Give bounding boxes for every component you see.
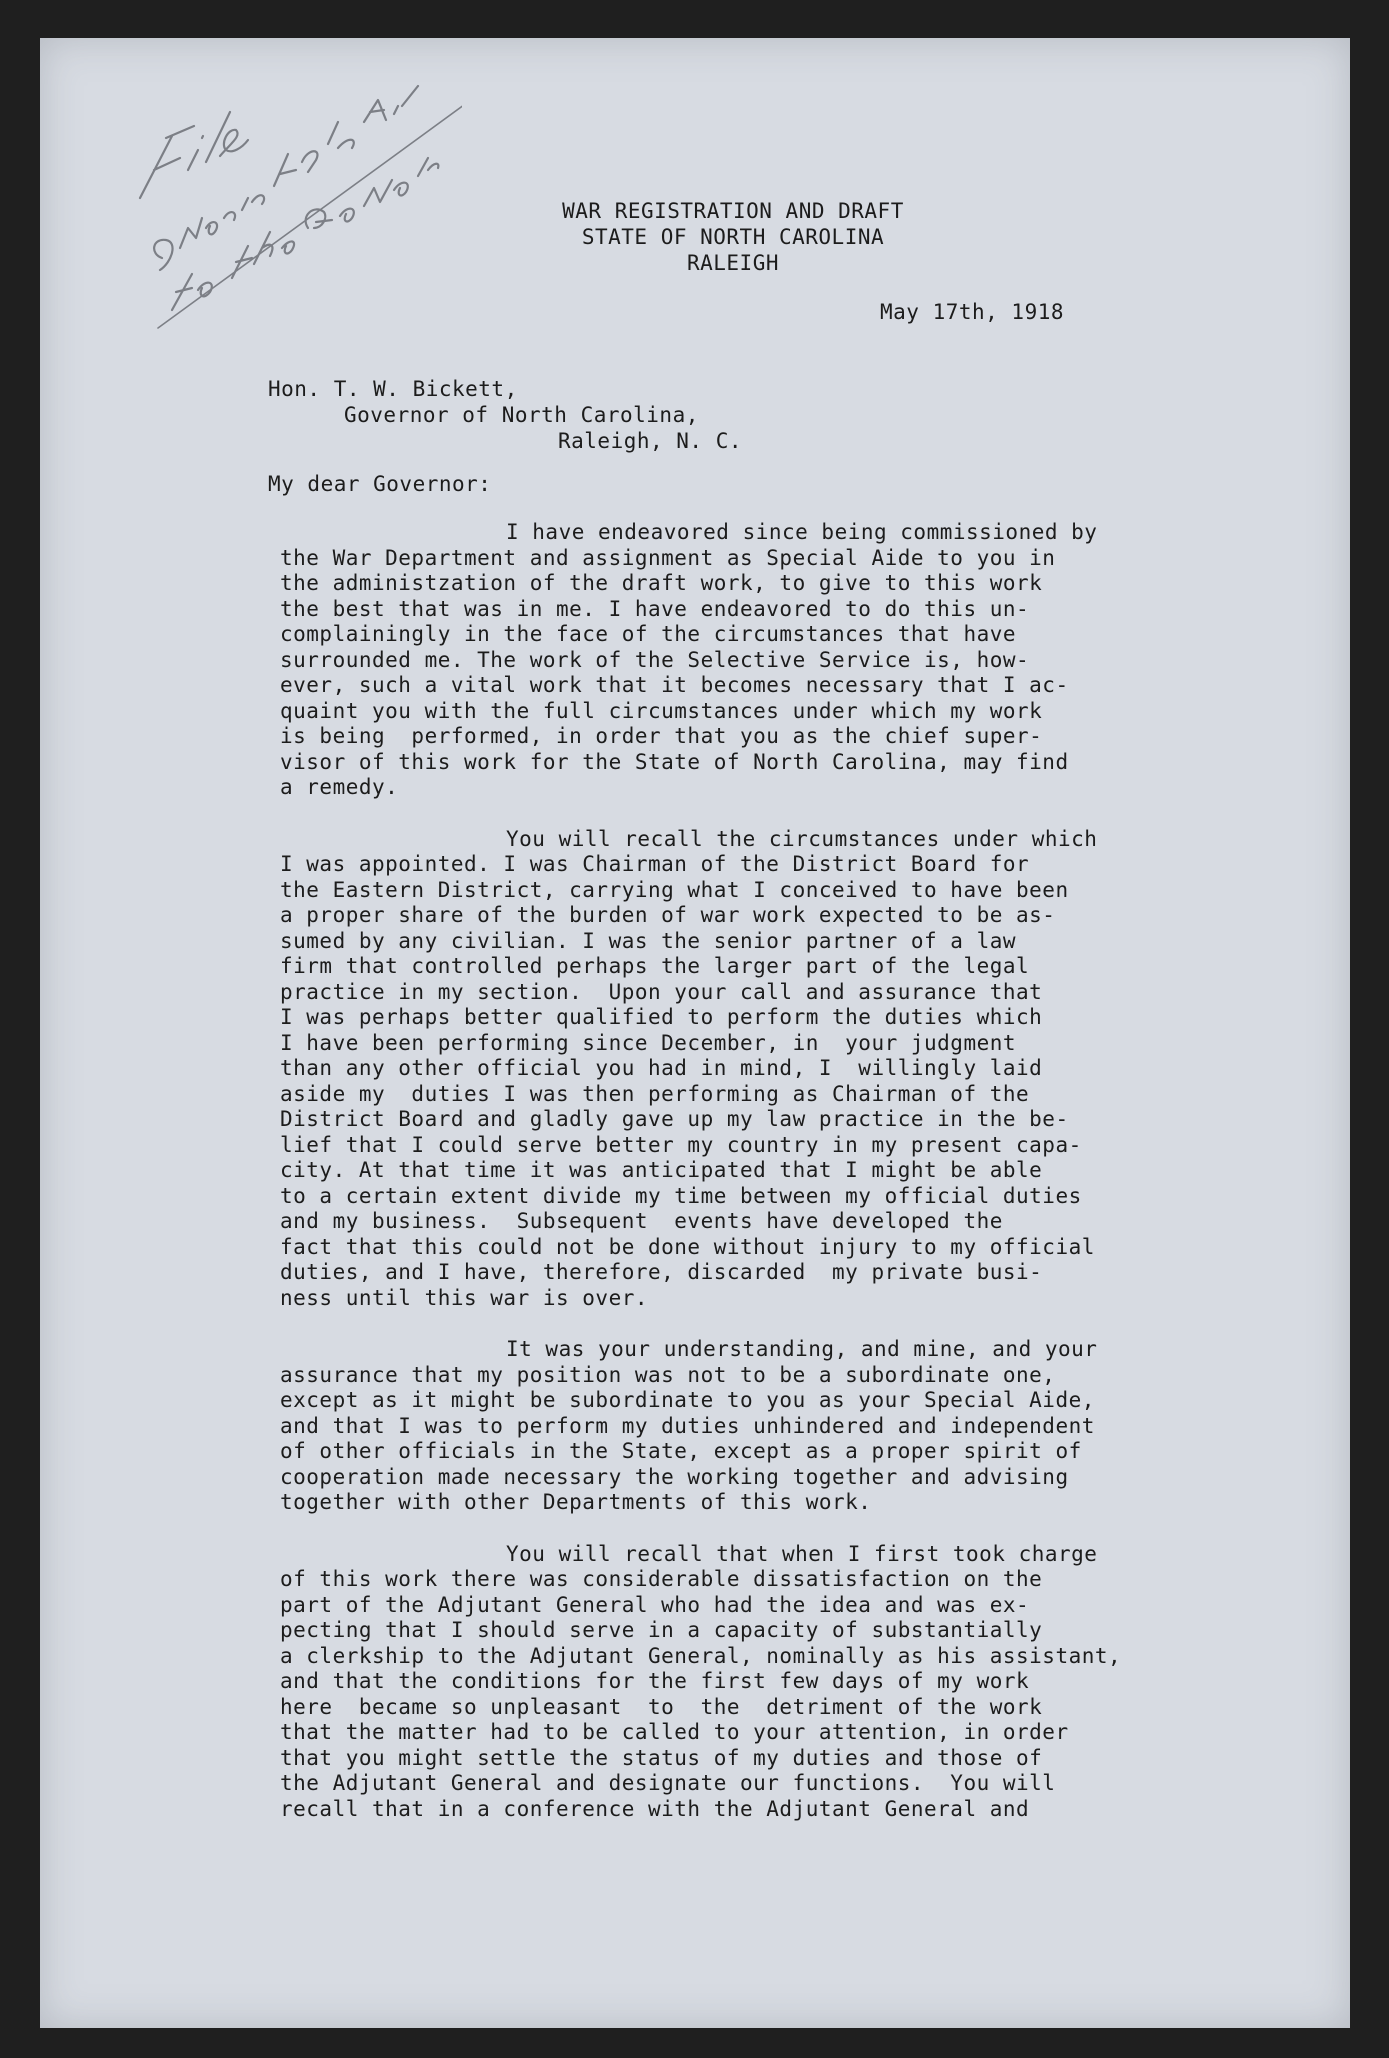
letter-body: [280, 520, 1270, 1848]
text-line: that you might settle the status of my duties and those of: [280, 1745, 1043, 1770]
text-line: assurance that my position was not to be a subordinate one,: [280, 1362, 1056, 1387]
text-line: You will recall that when I first took charge: [506, 1541, 1098, 1566]
text-line: and my business. Subsequent events have developed the: [280, 1209, 1003, 1233]
text-line: firm that controlled perhaps the larger part of the legal: [280, 954, 1030, 978]
text-line: here became so unpleasant to the detriment of the work: [280, 1694, 1043, 1719]
text-line: I have been performing since December, in your judgment: [280, 1030, 1017, 1055]
paragraph: [280, 827, 1270, 1312]
text-line: sumed by any civilian. I was the senior partner of a law: [280, 928, 1017, 953]
text-line: city. At that time it was anticipated that I might be able: [280, 1158, 1043, 1182]
text-line: lief that I could serve better my country in my present capa-: [280, 1132, 1082, 1157]
text-line: part of the Adjutant General who had the idea and was ex-: [280, 1592, 1030, 1617]
paragraph: [280, 1337, 1270, 1516]
text-line: I was appointed. I was Chairman of the District Board for: [280, 852, 1030, 876]
text-line: to a certain extent divide my time between my official duties: [280, 1183, 1082, 1208]
text-line: It was your understanding, and mine, and your: [506, 1337, 1098, 1361]
text-line: except as it might be subordinate to you as your Special Aide,: [280, 1388, 1095, 1412]
text-line: cooperation made necessary the working together and advising: [280, 1464, 1069, 1489]
letterhead-line: RALEIGH: [686, 251, 779, 275]
letter-page: [40, 38, 1350, 2028]
text-line: and that the conditions for the first few days of my work: [280, 1669, 1030, 1693]
text-line: ness until this war is over.: [280, 1285, 649, 1310]
text-line: pecting that I should serve in a capacity of substantially: [280, 1618, 1043, 1642]
text-line: duties, and I have, therefore, discarded my private busi-: [280, 1260, 1043, 1284]
text-line: I was perhaps better qualified to perform the duties which: [280, 1005, 1043, 1029]
text-line: ever, such a vital work that it becomes necessary that I ac-: [280, 673, 1069, 697]
letterhead-line: STATE OF NORTH CAROLINA: [581, 225, 885, 249]
address-line: Raleigh, N. C.: [558, 429, 743, 453]
text-line: is being performed, in order that you as the chief super-: [280, 724, 1043, 748]
text-line: than any other official you had in mind, I willingly laid: [280, 1056, 1043, 1080]
text-line: of other officials in the State, except as a proper spirit of: [280, 1439, 1082, 1463]
text-line: quaint you with the full circumstances under which my work: [280, 698, 1043, 723]
text-line: the administzation of the draft work, to give to this work: [280, 571, 1043, 595]
paragraph: [280, 1542, 1270, 1823]
text-line: the War Department and assignment as Special Aide to you in: [280, 545, 1056, 570]
text-line: a proper share of the burden of war work expected to be as-: [280, 903, 1056, 927]
text-line: a clerkship to the Adjutant General, nominally as his assistant,: [280, 1643, 1122, 1668]
salutation: My dear Governor:: [268, 472, 492, 496]
text-line: the best that was in me. I have endeavored to do this un-: [280, 596, 1030, 621]
paragraph: [280, 520, 1270, 801]
text-line: a remedy.: [280, 775, 399, 799]
text-line: complainingly in the face of the circumstances that have: [280, 622, 1017, 646]
letterhead-line: WAR REGISTRATION AND DRAFT: [562, 199, 904, 223]
text-line: and that I was to perform my duties unhindered and independent: [280, 1413, 1095, 1438]
text-line: I have endeavored since being commissioned by: [506, 520, 1098, 544]
text-line: surrounded me. The work of the Selective Service is, how-: [280, 647, 1030, 672]
text-line: that the matter had to be called to your attention, in order: [280, 1720, 1069, 1744]
text-line: of this work there was considerable dissatisfaction on the: [280, 1567, 1043, 1591]
text-line: recall that in a conference with the Adjutant General and: [280, 1796, 1030, 1821]
text-line: District Board and gladly gave up my law practice in the be-: [280, 1107, 1069, 1131]
text-line: fact that this could not be done without injury to my official: [280, 1234, 1095, 1259]
text-line: the Adjutant General and designate our functions. You will: [280, 1771, 1056, 1795]
address-line: Governor of North Carolina,: [344, 403, 699, 427]
letter-date: May 17th, 1918: [880, 300, 1065, 324]
text-line: practice in my section. Upon your call and assurance that: [280, 979, 1043, 1004]
address-line: Hon. T. W. Bickett,: [268, 377, 518, 401]
text-line: visor of this work for the State of North Carolina, may find: [280, 749, 1069, 774]
letterhead: [78, 198, 1350, 276]
text-line: You will recall the circumstances under which: [506, 826, 1098, 851]
recipient-address: [268, 376, 742, 454]
text-line: the Eastern District, carrying what I conceived to have been: [280, 877, 1069, 902]
text-line: together with other Departments of this work.: [280, 1490, 872, 1514]
text-line: aside my duties I was then performing as Chairman of the: [280, 1081, 1030, 1106]
